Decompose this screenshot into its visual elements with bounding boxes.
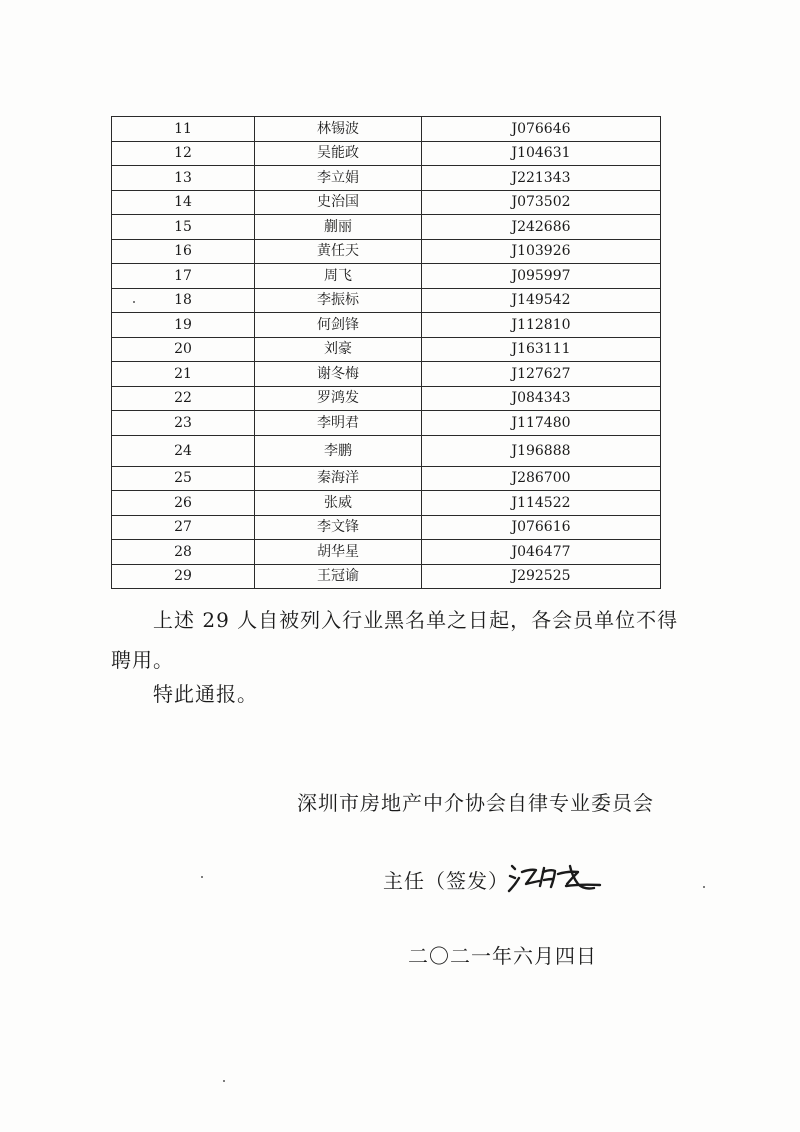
person-name: 何剑锋 [255, 313, 422, 338]
certificate-number: J046477 [422, 540, 661, 565]
handwritten-signature [506, 858, 606, 896]
person-name: 罗鸿发 [255, 386, 422, 411]
person-name: 谢冬梅 [255, 362, 422, 387]
table-row [112, 117, 661, 142]
scan-speck [223, 1080, 225, 1082]
certificate-number: J221343 [422, 166, 661, 191]
closing-paragraph: 特此通报。 [153, 682, 258, 706]
table-row [112, 288, 661, 313]
table-row [112, 141, 661, 166]
table-row [112, 166, 661, 191]
person-name: 林锡波 [255, 117, 422, 142]
row-number: 17 [112, 264, 255, 289]
table-row [112, 411, 661, 436]
scan-speck [201, 876, 203, 878]
certificate-number: J076646 [422, 117, 661, 142]
row-number: 19 [112, 313, 255, 338]
person-name: 李振标 [255, 288, 422, 313]
table-row [112, 337, 661, 362]
certificate-number: J114522 [422, 491, 661, 516]
table-row [112, 215, 661, 240]
person-name: 李文锋 [255, 515, 422, 540]
person-name: 刘豪 [255, 337, 422, 362]
person-name: 李鹏 [255, 435, 422, 466]
notice-paragraph: 上述 29 人自被列入行业黑名单之日起，各会员单位不得聘用。 [111, 608, 679, 672]
row-number: 23 [112, 411, 255, 436]
certificate-number: J104631 [422, 141, 661, 166]
row-number: 16 [112, 239, 255, 264]
row-number: 11 [112, 117, 255, 142]
row-number: 29 [112, 564, 255, 589]
person-name: 秦海洋 [255, 466, 422, 491]
certificate-number: J292525 [422, 564, 661, 589]
row-number: 15 [112, 215, 255, 240]
row-number: 12 [112, 141, 255, 166]
row-number: 28 [112, 540, 255, 565]
table-row [112, 435, 661, 466]
table-row [112, 190, 661, 215]
row-number: 22 [112, 386, 255, 411]
scan-speck [133, 301, 135, 303]
table-row [112, 564, 661, 589]
director-label: 主任（签发） [383, 869, 509, 893]
person-name: 李明君 [255, 411, 422, 436]
table-row [112, 515, 661, 540]
table-row [112, 386, 661, 411]
person-name: 周飞 [255, 264, 422, 289]
row-number: 21 [112, 362, 255, 387]
table-row [112, 491, 661, 516]
issue-date: 二〇二一年六月四日 [408, 944, 597, 968]
person-name: 吴能政 [255, 141, 422, 166]
certificate-number: J076616 [422, 515, 661, 540]
person-name: 黄任天 [255, 239, 422, 264]
certificate-number: J242686 [422, 215, 661, 240]
certificate-number: J095997 [422, 264, 661, 289]
person-name: 张威 [255, 491, 422, 516]
table-row [112, 466, 661, 491]
certificate-number: J127627 [422, 362, 661, 387]
person-name: 李立娟 [255, 166, 422, 191]
table-row [112, 540, 661, 565]
row-number: 18 [112, 288, 255, 313]
row-number: 14 [112, 190, 255, 215]
row-number: 13 [112, 166, 255, 191]
row-number: 24 [112, 435, 255, 466]
certificate-number: J084343 [422, 386, 661, 411]
issuing-committee: 深圳市房地产中介协会自律专业委员会 [297, 791, 654, 815]
table-row [112, 264, 661, 289]
certificate-number: J112810 [422, 313, 661, 338]
blacklist-table [111, 116, 661, 589]
row-number: 26 [112, 491, 255, 516]
row-number: 20 [112, 337, 255, 362]
person-name: 王冠谕 [255, 564, 422, 589]
table-row [112, 239, 661, 264]
certificate-number: J149542 [422, 288, 661, 313]
scan-speck [703, 886, 705, 888]
certificate-number: J286700 [422, 466, 661, 491]
person-name: 蒯丽 [255, 215, 422, 240]
certificate-number: J196888 [422, 435, 661, 466]
certificate-number: J163111 [422, 337, 661, 362]
certificate-number: J103926 [422, 239, 661, 264]
row-number: 25 [112, 466, 255, 491]
table-row [112, 313, 661, 338]
person-name: 史治国 [255, 190, 422, 215]
person-name: 胡华星 [255, 540, 422, 565]
certificate-number: J073502 [422, 190, 661, 215]
certificate-number: J117480 [422, 411, 661, 436]
row-number: 27 [112, 515, 255, 540]
table-row [112, 362, 661, 387]
